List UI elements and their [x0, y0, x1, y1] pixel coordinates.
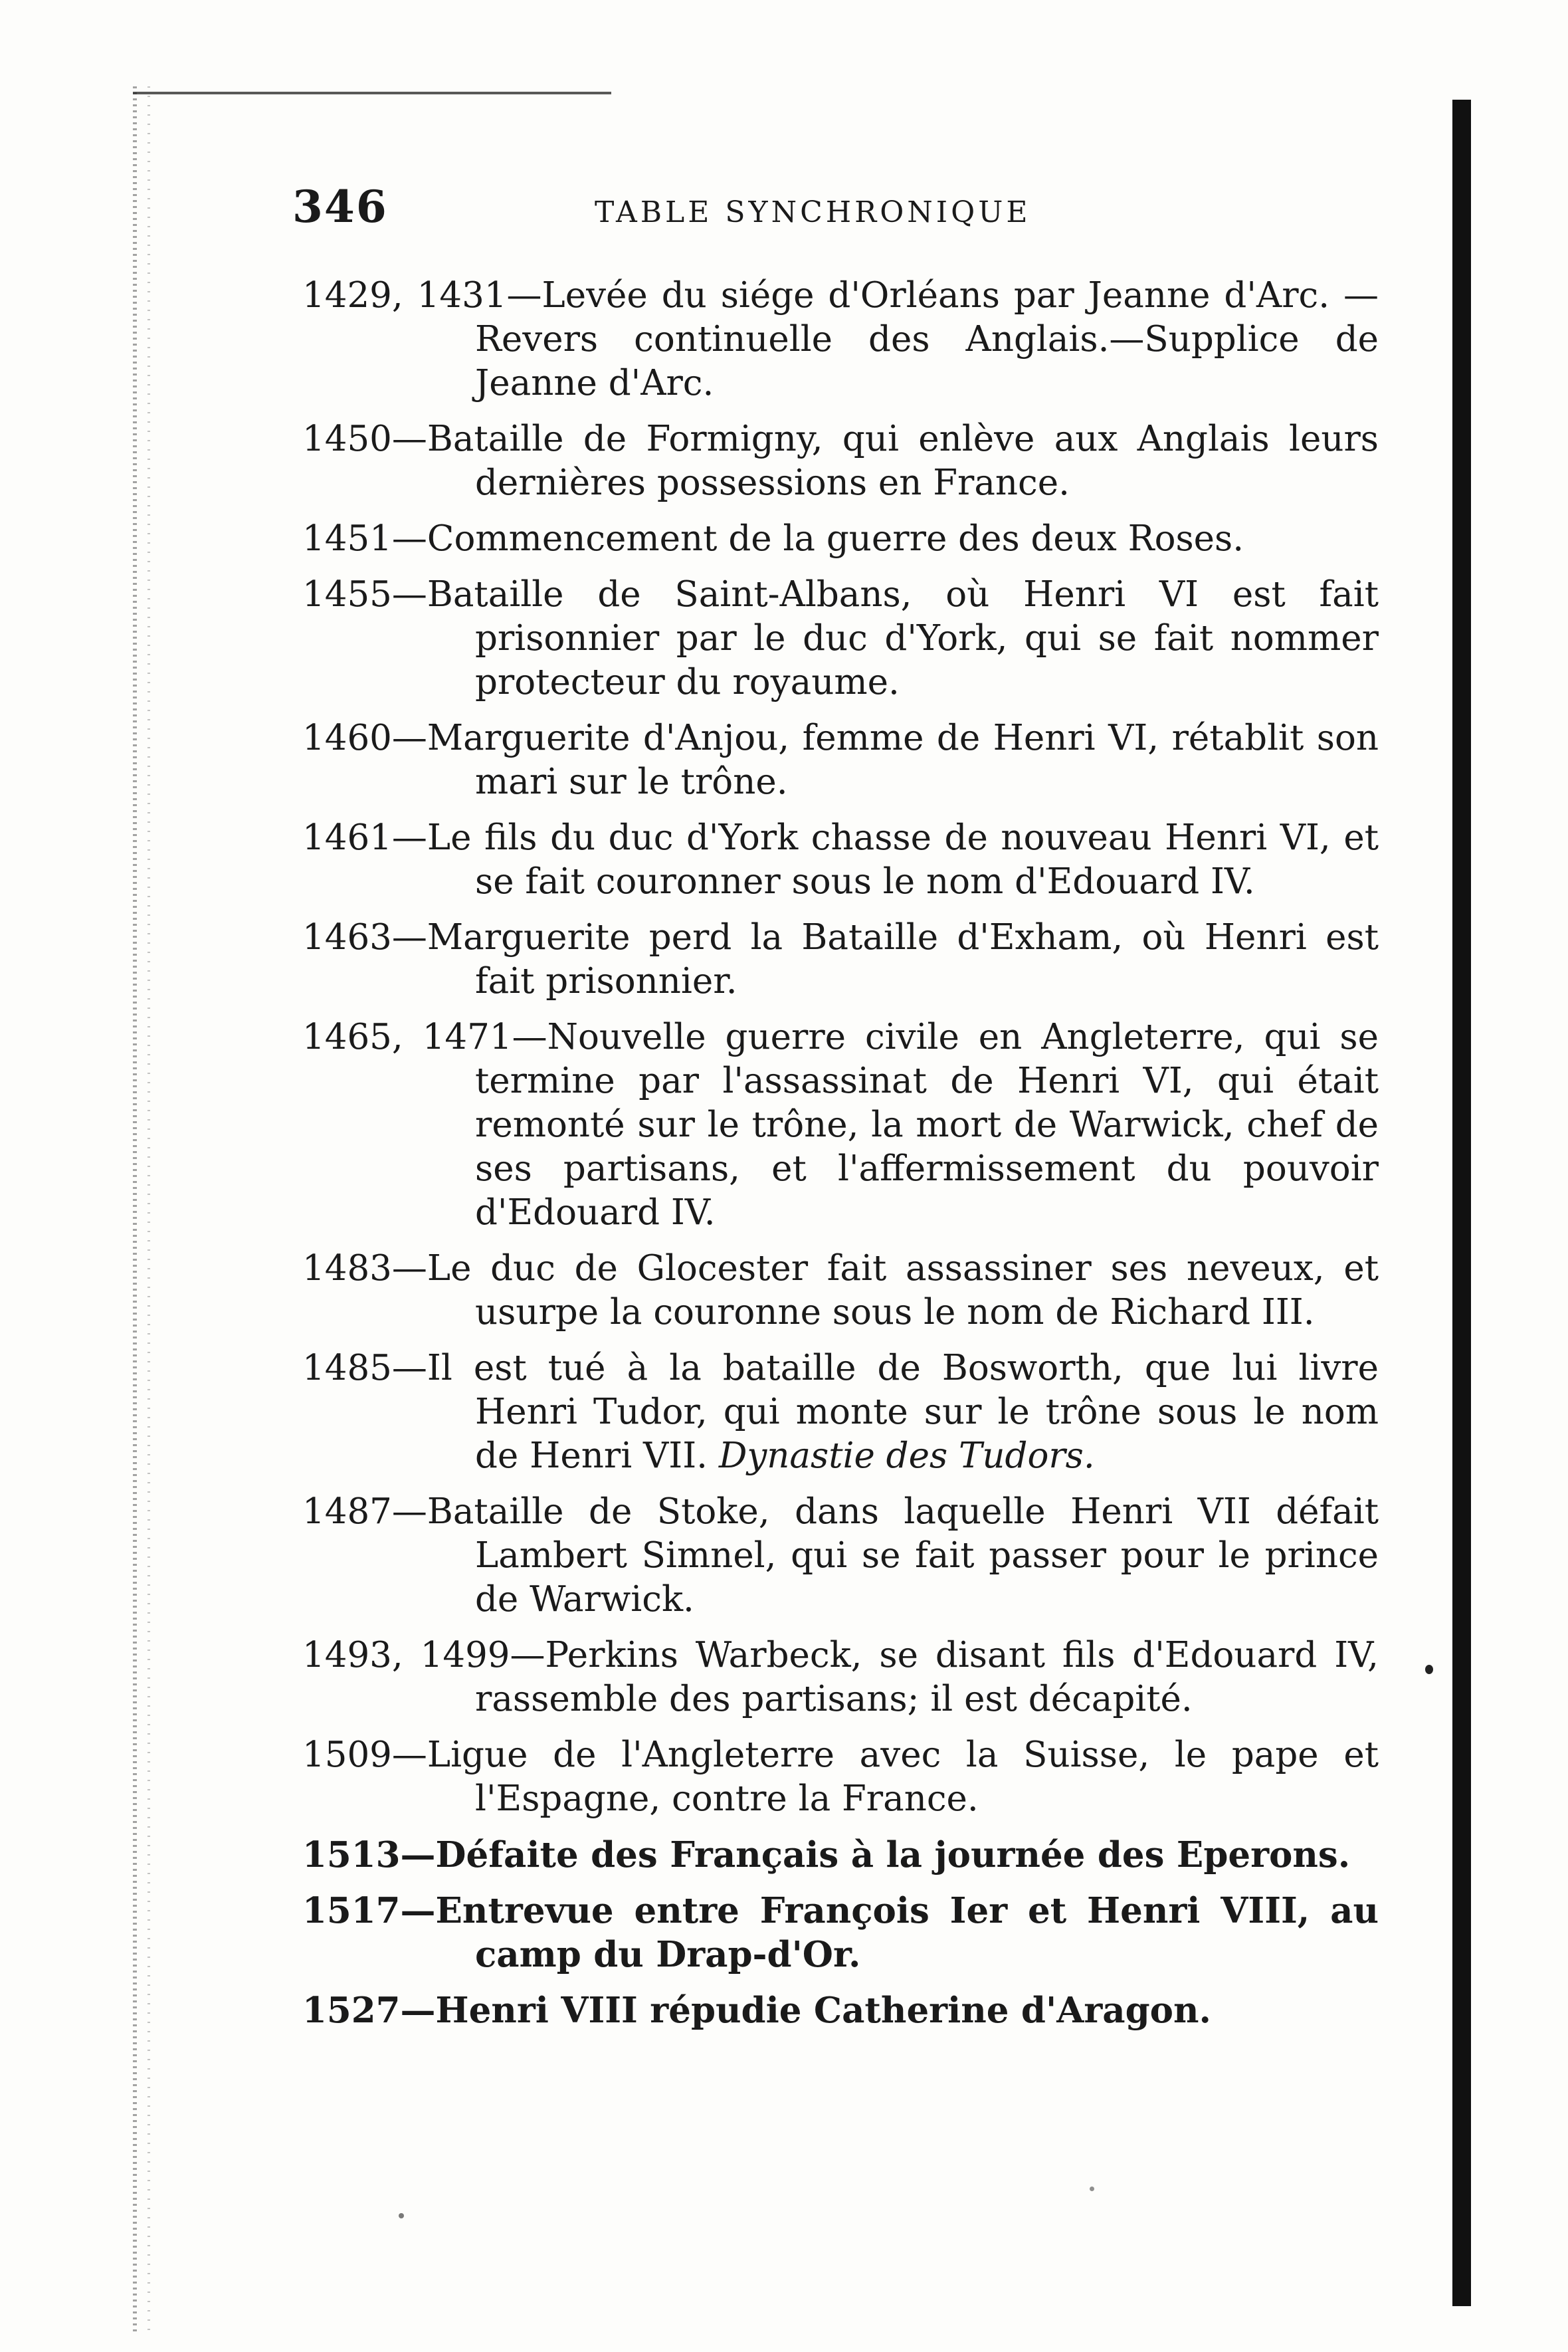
entry-dash: —	[391, 574, 427, 615]
chronology-entry	[302, 1247, 1379, 1335]
entry-dash: —	[400, 1990, 436, 2031]
chronology-entry	[302, 716, 1379, 804]
entry-dash: —	[391, 1348, 427, 1388]
entry-dates: 1463	[302, 917, 392, 958]
entry-dates: 1487	[302, 1491, 392, 1532]
entry-dash: —	[391, 419, 427, 459]
entry-dash: —	[391, 1248, 427, 1289]
chronology-entry	[302, 1833, 1379, 1877]
chronology-entry	[302, 1490, 1379, 1622]
chronology-entry	[302, 274, 1379, 405]
entry-dash: —	[506, 275, 542, 316]
entry-dates: 1527	[302, 1990, 401, 2031]
entry-dates: 1509	[302, 1735, 392, 1775]
entry-dates: 1483	[302, 1248, 392, 1289]
chronology-entry	[302, 1733, 1379, 1821]
entry-note: Dynastie des Tudors.	[718, 1436, 1095, 1476]
entry-text: Il est tué à la bataille de Bosworth, que lui livre Henri Tudor, qui monte sur le trône sous le nom de Henri VII.	[427, 1348, 1379, 1476]
chronology-entry	[302, 573, 1379, 704]
entry-dates: 1460	[302, 718, 392, 758]
page-header	[292, 181, 1422, 241]
print-speck	[399, 2213, 404, 2218]
page-number: 346	[292, 181, 388, 233]
entry-text: Perkins Warbeck, se disant fils d'Edouard IV, rassemble des partisans; il est décapité.	[475, 1635, 1379, 1719]
entry-dates: 1429, 1431	[302, 275, 507, 316]
entry-dash: —	[391, 1491, 427, 1532]
entry-dates: 1513	[302, 1834, 401, 1875]
chronology-entry	[302, 816, 1379, 904]
print-speck	[1090, 2187, 1094, 2191]
right-margin-rule	[1452, 100, 1471, 2306]
entry-text: Ligue de l'Angleterre avec la Suisse, le pape et l'Espagne, contre la France.	[427, 1735, 1379, 1819]
entry-text: Le fils du duc d'York chasse de nouveau Henri VI, et se fait couronner sous le nom d'Edouard IV.	[427, 817, 1379, 902]
chronology-entry	[302, 517, 1379, 561]
chronology-entry	[302, 417, 1379, 505]
entry-dash: —	[510, 1635, 545, 1675]
chronology-entry	[302, 1988, 1379, 2032]
entry-text: Commencement de la guerre des deux Roses.	[427, 518, 1244, 559]
entry-text: Levée du siége d'Orléans par Jeanne d'Arc. —Revers continuelle des Anglais.—Supplice de Jeanne d'Arc.	[475, 275, 1379, 403]
chronology-entry	[302, 916, 1379, 1004]
running-title: TABLE SYNCHRONIQUE	[595, 195, 1031, 229]
entry-dash: —	[391, 518, 427, 559]
entry-text: Henri VIII répudie Catherine d'Aragon.	[435, 1990, 1211, 2031]
entry-text: Entrevue entre François Ier et Henri VIII, au camp du Drap-d'Or.	[435, 1890, 1379, 1975]
entry-text: Défaite des Français à la journée des Eperons.	[435, 1834, 1351, 1875]
entry-text: Marguerite d'Anjou, femme de Henri VI, rétablit son mari sur le trône.	[427, 718, 1379, 802]
entry-dates: 1517	[302, 1890, 401, 1931]
chronology-entry	[302, 1634, 1379, 1721]
entry-dash: —	[391, 817, 427, 858]
chronology-entry	[302, 1889, 1379, 1977]
entry-dates: 1485	[302, 1348, 392, 1388]
print-speck	[1425, 1665, 1433, 1674]
top-rule	[133, 92, 611, 94]
entry-dates: 1493, 1499	[302, 1635, 510, 1675]
entry-dates: 1455	[302, 574, 392, 615]
entry-text: Nouvelle guerre civile en Angleterre, qui se termine par l'assassinat de Henri VI, qui était remonté sur le trône, la mort de Warwick, chef de ses partisans, et l'affermissement du pouvoir d'Edouard IV.	[475, 1017, 1379, 1233]
entry-dates: 1450	[302, 419, 392, 459]
binding-edge	[126, 86, 166, 2333]
entry-dash: —	[400, 1890, 436, 1931]
entry-dash: —	[391, 917, 427, 958]
entry-dates: 1465, 1471	[302, 1017, 512, 1057]
entry-text: Bataille de Saint-Albans, où Henri VI est fait prisonnier par le duc d'York, qui se fait nommer protecteur du royaume.	[427, 574, 1379, 702]
entry-dash: —	[512, 1017, 547, 1057]
entry-text: Bataille de Formigny, qui enlève aux Anglais leurs dernières possessions en France.	[427, 419, 1379, 503]
entry-dash: —	[391, 718, 427, 758]
entry-text: Marguerite perd la Bataille d'Exham, où Henri est fait prisonnier.	[427, 917, 1379, 1002]
chronology-entry	[302, 1016, 1379, 1235]
chronology-entry	[302, 1346, 1379, 1478]
entry-text: Bataille de Stoke, dans laquelle Henri VII défait Lambert Simnel, qui se fait passer pour le prince de Warwick.	[427, 1491, 1379, 1620]
entry-dash: —	[400, 1834, 436, 1875]
entry-dates: 1461	[302, 817, 392, 858]
entry-dates: 1451	[302, 518, 392, 559]
entry-text: Le duc de Glocester fait assassiner ses neveux, et usurpe la couronne sous le nom de Richard III.	[427, 1248, 1379, 1333]
chronology-list	[302, 274, 1379, 2044]
entry-dash: —	[391, 1735, 427, 1775]
